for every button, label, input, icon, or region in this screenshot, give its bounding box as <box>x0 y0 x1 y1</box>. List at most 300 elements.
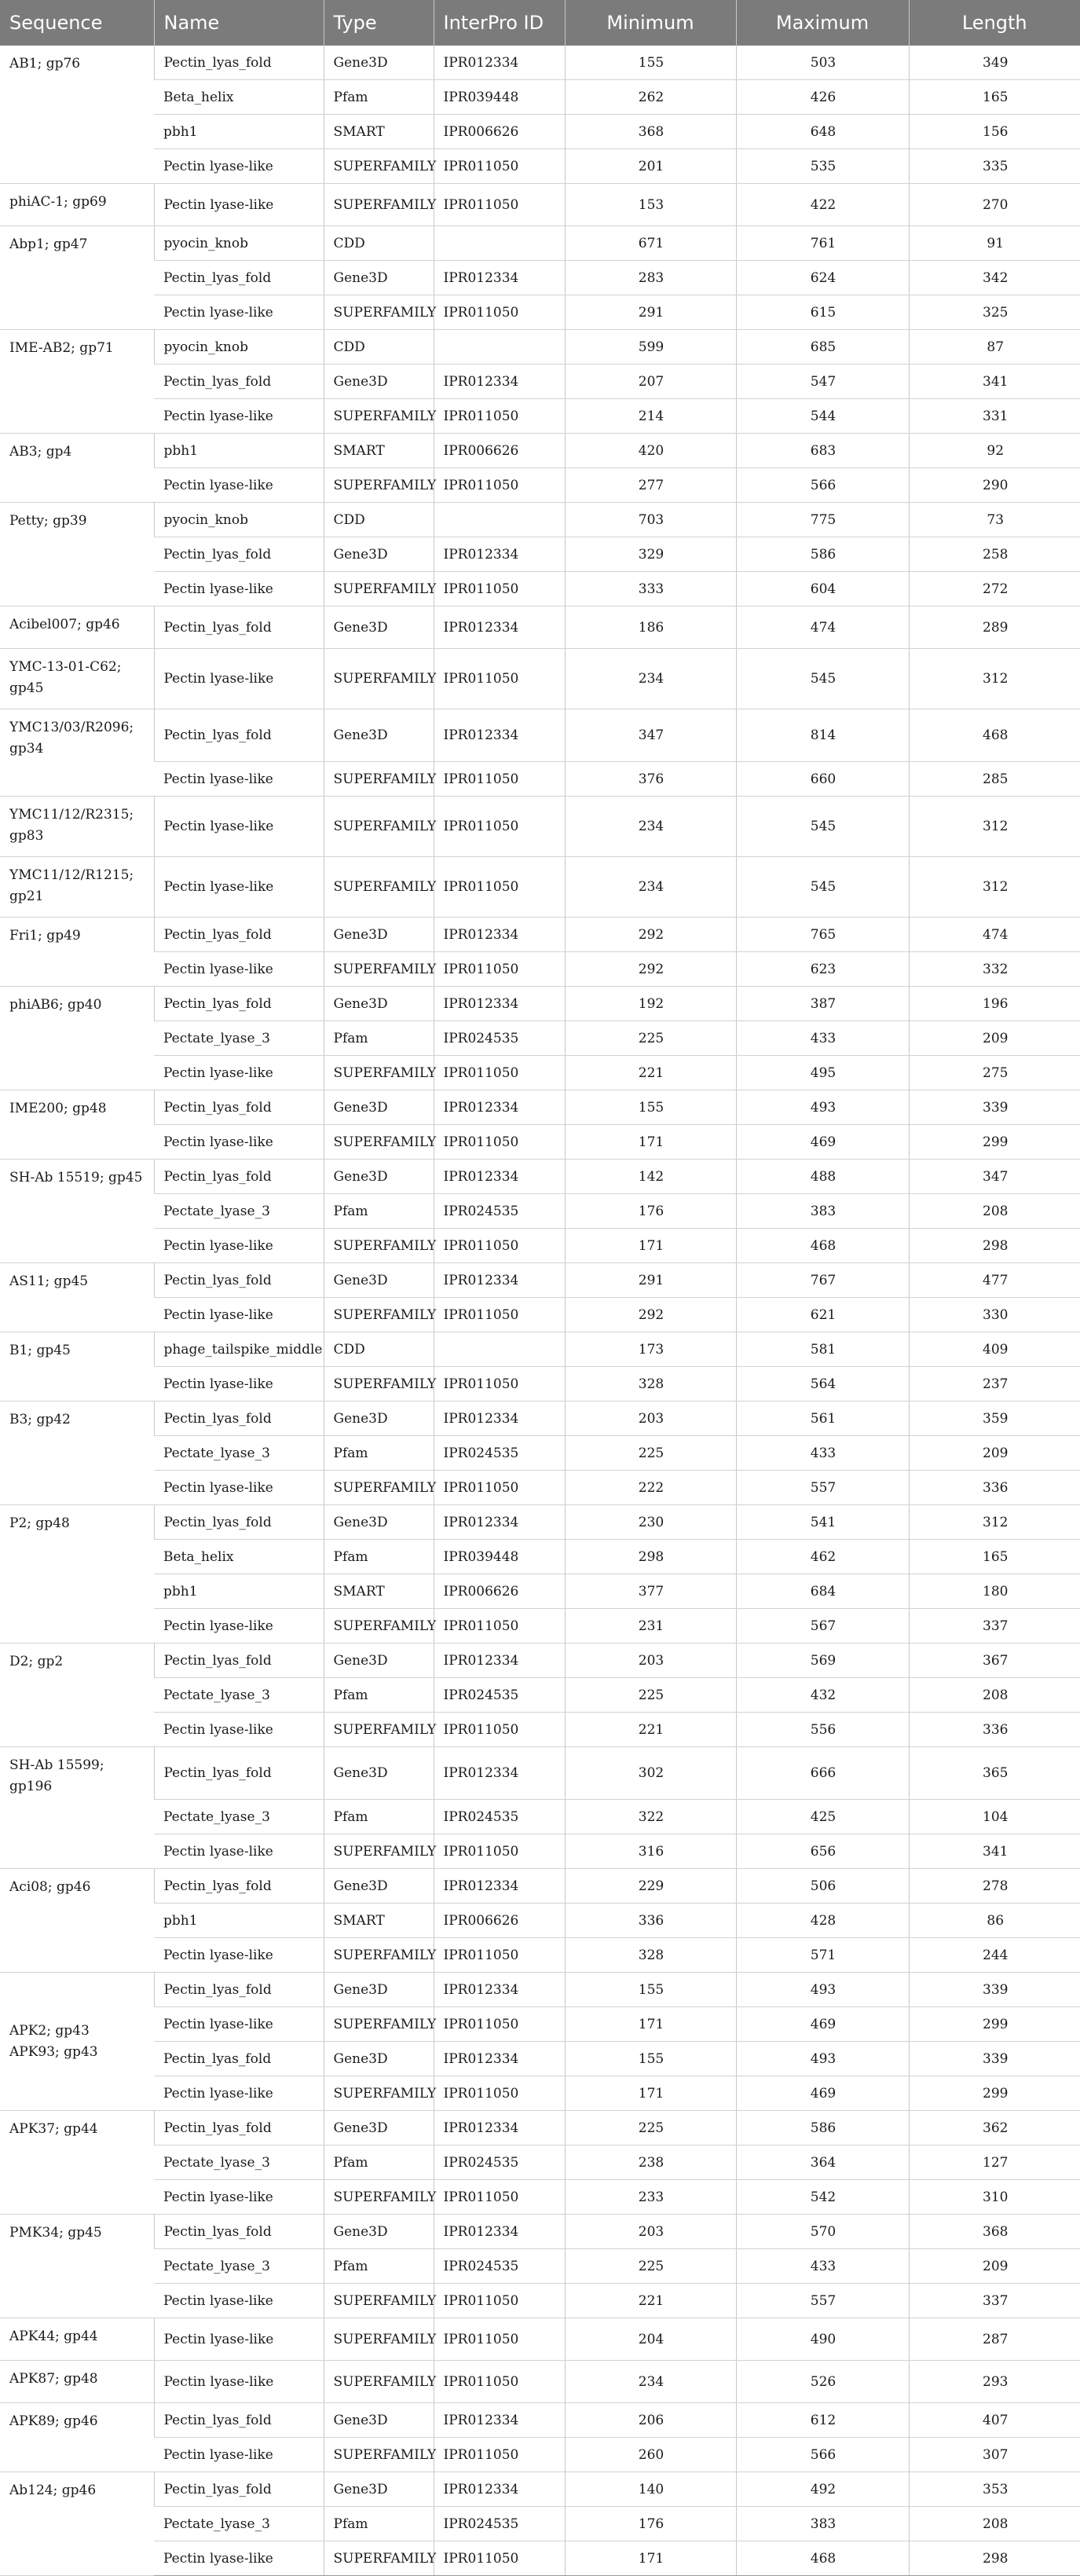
cell-interpro-id <box>434 1332 565 1367</box>
cell-minimum: 173 <box>565 1332 736 1367</box>
cell-length: 339 <box>909 1973 1080 2007</box>
cell-minimum: 233 <box>565 2180 736 2215</box>
cell-minimum: 221 <box>565 2284 736 2318</box>
cell-maximum: 547 <box>736 365 909 399</box>
cell-minimum: 155 <box>565 1090 736 1125</box>
cell-minimum: 234 <box>565 857 736 918</box>
cell-minimum: 222 <box>565 1471 736 1505</box>
table-row <box>0 2438 1080 2472</box>
cell-length: 342 <box>909 261 1080 295</box>
cell-maximum: 490 <box>736 2318 909 2361</box>
table-row <box>0 115 1080 149</box>
table-row <box>0 2507 1080 2541</box>
cell-maximum: 503 <box>736 46 909 80</box>
cell-type: Gene3D <box>324 1973 434 2007</box>
table-row <box>0 1574 1080 1609</box>
cell-minimum: 333 <box>565 572 736 606</box>
cell-type: Pfam <box>324 1194 434 1229</box>
cell-sequence: PMK34; gp45 <box>0 2215 154 2318</box>
cell-length: 339 <box>909 2042 1080 2076</box>
cell-maximum: 364 <box>736 2145 909 2180</box>
cell-maximum: 383 <box>736 2507 909 2541</box>
cell-type: SUPERFAMILY <box>324 184 434 226</box>
cell-maximum: 422 <box>736 184 909 226</box>
cell-length: 307 <box>909 2438 1080 2472</box>
cell-type: Pfam <box>324 1800 434 1834</box>
cell-maximum: 535 <box>736 149 909 184</box>
cell-interpro-id: IPR012334 <box>434 1869 565 1904</box>
table-row <box>0 2180 1080 2215</box>
cell-length: 73 <box>909 503 1080 537</box>
cell-minimum: 234 <box>565 2361 736 2403</box>
cell-maximum: 545 <box>736 857 909 918</box>
cell-type: SUPERFAMILY <box>324 1834 434 1869</box>
cell-type: SUPERFAMILY <box>324 572 434 606</box>
cell-interpro-id: IPR012334 <box>434 606 565 649</box>
table-row <box>0 1263 1080 1298</box>
cell-interpro-id: IPR011050 <box>434 762 565 797</box>
cell-length: 368 <box>909 2215 1080 2249</box>
cell-type: SUPERFAMILY <box>324 2076 434 2111</box>
cell-type: Pfam <box>324 80 434 115</box>
cell-length: 208 <box>909 2507 1080 2541</box>
cell-maximum: 586 <box>736 2111 909 2145</box>
cell-maximum: 506 <box>736 1869 909 1904</box>
table-row <box>0 1229 1080 1263</box>
cell-interpro-id: IPR011050 <box>434 1056 565 1090</box>
cell-minimum: 155 <box>565 46 736 80</box>
cell-type: Pfam <box>324 2507 434 2541</box>
cell-sequence: APK89; gp46 <box>0 2403 154 2472</box>
cell-interpro-id: IPR011050 <box>434 952 565 987</box>
cell-type: Pfam <box>324 1436 434 1471</box>
cell-interpro-id: IPR011050 <box>434 2318 565 2361</box>
cell-name: Pectin lyase-like <box>154 857 324 918</box>
cell-interpro-id: IPR011050 <box>434 572 565 606</box>
cell-minimum: 171 <box>565 2076 736 2111</box>
cell-interpro-id: IPR012334 <box>434 1160 565 1194</box>
cell-sequence: Aci08; gp46 <box>0 1869 154 1973</box>
cell-sequence: D2; gp2 <box>0 1643 154 1747</box>
cell-sequence: YMC13/03/R2096; gp34 <box>0 709 154 797</box>
cell-name: Pectin lyase-like <box>154 1298 324 1332</box>
cell-type: SMART <box>324 1904 434 1938</box>
cell-sequence: SH-Ab 15599; gp196 <box>0 1747 154 1869</box>
cell-maximum: 462 <box>736 1540 909 1574</box>
cell-type: Gene3D <box>324 606 434 649</box>
cell-name: Pectin_lyas_fold <box>154 987 324 1021</box>
table-row <box>0 1869 1080 1904</box>
cell-sequence: AS11; gp45 <box>0 1263 154 1332</box>
cell-interpro-id: IPR012334 <box>434 1090 565 1125</box>
table-row <box>0 1747 1080 1800</box>
cell-name: Pectin_lyas_fold <box>154 1973 324 2007</box>
cell-maximum: 474 <box>736 606 909 649</box>
cell-name: Pectin lyase-like <box>154 1834 324 1869</box>
cell-interpro-id: IPR024535 <box>434 1194 565 1229</box>
cell-sequence: APK37; gp44 <box>0 2111 154 2215</box>
cell-interpro-id: IPR011050 <box>434 2438 565 2472</box>
cell-minimum: 171 <box>565 1229 736 1263</box>
cell-maximum: 656 <box>736 1834 909 1869</box>
cell-sequence: IME200; gp48 <box>0 1090 154 1160</box>
cell-maximum: 761 <box>736 226 909 261</box>
cell-interpro-id: IPR024535 <box>434 2145 565 2180</box>
cell-maximum: 571 <box>736 1938 909 1973</box>
cell-name: Pectin lyase-like <box>154 1609 324 1643</box>
cell-minimum: 203 <box>565 1643 736 1678</box>
cell-type: SUPERFAMILY <box>324 149 434 184</box>
cell-length: 365 <box>909 1747 1080 1800</box>
cell-maximum: 468 <box>736 2541 909 2576</box>
cell-maximum: 492 <box>736 2472 909 2507</box>
cell-length: 474 <box>909 918 1080 952</box>
cell-type: SUPERFAMILY <box>324 2007 434 2042</box>
cell-length: 359 <box>909 1402 1080 1436</box>
cell-type: SMART <box>324 115 434 149</box>
cell-length: 468 <box>909 709 1080 762</box>
cell-name: pyocin_knob <box>154 226 324 261</box>
cell-interpro-id: IPR012334 <box>434 2111 565 2145</box>
cell-type: CDD <box>324 503 434 537</box>
cell-minimum: 203 <box>565 2215 736 2249</box>
cell-interpro-id: IPR011050 <box>434 1367 565 1402</box>
table-row <box>0 503 1080 537</box>
cell-name: Pectin_lyas_fold <box>154 2215 324 2249</box>
cell-length: 86 <box>909 1904 1080 1938</box>
table-row <box>0 2318 1080 2361</box>
cell-name: Beta_helix <box>154 1540 324 1574</box>
cell-type: SUPERFAMILY <box>324 399 434 434</box>
cell-name: Pectin lyase-like <box>154 649 324 709</box>
table-row <box>0 1471 1080 1505</box>
cell-type: Gene3D <box>324 1505 434 1540</box>
cell-minimum: 171 <box>565 1125 736 1160</box>
cell-length: 341 <box>909 1834 1080 1869</box>
cell-maximum: 544 <box>736 399 909 434</box>
table-row <box>0 1160 1080 1194</box>
cell-sequence: YMC11/12/R2315; gp83 <box>0 797 154 857</box>
cell-name: pbh1 <box>154 1574 324 1609</box>
cell-minimum: 176 <box>565 2507 736 2541</box>
cell-name: Pectin lyase-like <box>154 1056 324 1090</box>
cell-length: 310 <box>909 2180 1080 2215</box>
cell-sequence: P2; gp48 <box>0 1505 154 1643</box>
table-row <box>0 80 1080 115</box>
cell-maximum: 564 <box>736 1367 909 1402</box>
cell-minimum: 225 <box>565 2111 736 2145</box>
cell-interpro-id: IPR011050 <box>434 1609 565 1643</box>
cell-name: Beta_helix <box>154 80 324 115</box>
table-row <box>0 1505 1080 1540</box>
cell-interpro-id <box>434 330 565 365</box>
header-interpro-id: InterPro ID <box>434 0 565 46</box>
cell-interpro-id: IPR039448 <box>434 80 565 115</box>
cell-maximum: 660 <box>736 762 909 797</box>
cell-sequence: APK44; gp44 <box>0 2318 154 2361</box>
cell-type: Gene3D <box>324 537 434 572</box>
table-row <box>0 46 1080 80</box>
cell-interpro-id: IPR012334 <box>434 2472 565 2507</box>
cell-type: SUPERFAMILY <box>324 2284 434 2318</box>
table-row <box>0 1973 1080 2007</box>
table-row <box>0 1194 1080 1229</box>
table-row <box>0 606 1080 649</box>
cell-interpro-id: IPR012334 <box>434 261 565 295</box>
table-row <box>0 1056 1080 1090</box>
cell-type: SUPERFAMILY <box>324 1367 434 1402</box>
cell-type: Gene3D <box>324 918 434 952</box>
cell-minimum: 329 <box>565 537 736 572</box>
cell-minimum: 298 <box>565 1540 736 1574</box>
table-row <box>0 2403 1080 2438</box>
cell-interpro-id: IPR011050 <box>434 2284 565 2318</box>
cell-minimum: 221 <box>565 1056 736 1090</box>
cell-type: SUPERFAMILY <box>324 1471 434 1505</box>
cell-interpro-id: IPR011050 <box>434 399 565 434</box>
cell-type: Gene3D <box>324 1747 434 1800</box>
cell-maximum: 586 <box>736 537 909 572</box>
cell-name: Pectin_lyas_fold <box>154 1505 324 1540</box>
cell-minimum: 155 <box>565 2042 736 2076</box>
cell-name: Pectate_lyase_3 <box>154 1194 324 1229</box>
cell-name: Pectate_lyase_3 <box>154 2249 324 2284</box>
cell-maximum: 541 <box>736 1505 909 1540</box>
table-row <box>0 330 1080 365</box>
cell-minimum: 262 <box>565 80 736 115</box>
cell-length: 293 <box>909 2361 1080 2403</box>
cell-interpro-id: IPR011050 <box>434 1938 565 1973</box>
cell-name: pbh1 <box>154 1904 324 1938</box>
cell-length: 285 <box>909 762 1080 797</box>
cell-minimum: 231 <box>565 1609 736 1643</box>
cell-maximum: 566 <box>736 2438 909 2472</box>
cell-type: Gene3D <box>324 987 434 1021</box>
cell-maximum: 387 <box>736 987 909 1021</box>
cell-maximum: 684 <box>736 1574 909 1609</box>
cell-interpro-id: IPR006626 <box>434 434 565 468</box>
cell-maximum: 621 <box>736 1298 909 1332</box>
cell-interpro-id <box>434 226 565 261</box>
table-row <box>0 1904 1080 1938</box>
cell-minimum: 186 <box>565 606 736 649</box>
table-row <box>0 1367 1080 1402</box>
cell-type: CDD <box>324 330 434 365</box>
cell-name: pbh1 <box>154 434 324 468</box>
table-row <box>0 2541 1080 2576</box>
table-row <box>0 1713 1080 1747</box>
cell-length: 278 <box>909 1869 1080 1904</box>
table-row <box>0 2111 1080 2145</box>
table-row <box>0 226 1080 261</box>
cell-maximum: 814 <box>736 709 909 762</box>
cell-maximum: 569 <box>736 1643 909 1678</box>
cell-length: 312 <box>909 857 1080 918</box>
cell-length: 165 <box>909 80 1080 115</box>
cell-interpro-id: IPR011050 <box>434 649 565 709</box>
table-row <box>0 2145 1080 2180</box>
cell-type: SUPERFAMILY <box>324 2361 434 2403</box>
cell-minimum: 234 <box>565 797 736 857</box>
cell-maximum: 624 <box>736 261 909 295</box>
cell-maximum: 683 <box>736 434 909 468</box>
cell-type: Gene3D <box>324 261 434 295</box>
cell-name: Pectin lyase-like <box>154 952 324 987</box>
cell-type: Gene3D <box>324 1402 434 1436</box>
cell-type: SUPERFAMILY <box>324 952 434 987</box>
cell-type: Gene3D <box>324 1090 434 1125</box>
cell-type: SUPERFAMILY <box>324 2438 434 2472</box>
table-row <box>0 1402 1080 1436</box>
cell-maximum: 556 <box>736 1713 909 1747</box>
cell-maximum: 612 <box>736 2403 909 2438</box>
cell-name: Pectin lyase-like <box>154 399 324 434</box>
header-type: Type <box>324 0 434 46</box>
cell-type: Pfam <box>324 1540 434 1574</box>
cell-minimum: 599 <box>565 330 736 365</box>
cell-maximum: 561 <box>736 1402 909 1436</box>
cell-interpro-id: IPR006626 <box>434 1574 565 1609</box>
table-row <box>0 295 1080 330</box>
cell-interpro-id: IPR011050 <box>434 2541 565 2576</box>
cell-sequence: phiAC-1; gp69 <box>0 184 154 226</box>
table-row <box>0 918 1080 952</box>
table-row <box>0 2215 1080 2249</box>
cell-interpro-id: IPR024535 <box>434 1678 565 1713</box>
cell-name: Pectin_lyas_fold <box>154 1160 324 1194</box>
cell-interpro-id: IPR012334 <box>434 1402 565 1436</box>
cell-minimum: 347 <box>565 709 736 762</box>
cell-maximum: 433 <box>736 1021 909 1056</box>
cell-maximum: 775 <box>736 503 909 537</box>
cell-length: 336 <box>909 1713 1080 1747</box>
cell-type: SUPERFAMILY <box>324 295 434 330</box>
table-row <box>0 1643 1080 1678</box>
cell-length: 312 <box>909 649 1080 709</box>
table-row <box>0 1938 1080 1973</box>
cell-length: 407 <box>909 2403 1080 2438</box>
cell-length: 180 <box>909 1574 1080 1609</box>
cell-name: Pectin lyase-like <box>154 184 324 226</box>
table-row <box>0 434 1080 468</box>
cell-length: 367 <box>909 1643 1080 1678</box>
cell-interpro-id: IPR024535 <box>434 1021 565 1056</box>
table-header <box>0 0 1080 46</box>
cell-type: Gene3D <box>324 2215 434 2249</box>
cell-name: Pectin lyase-like <box>154 295 324 330</box>
cell-type: Pfam <box>324 1678 434 1713</box>
cell-interpro-id: IPR012334 <box>434 1643 565 1678</box>
cell-interpro-id: IPR024535 <box>434 1800 565 1834</box>
cell-name: Pectin_lyas_fold <box>154 1869 324 1904</box>
cell-sequence: phiAB6; gp40 <box>0 987 154 1090</box>
cell-minimum: 225 <box>565 1678 736 1713</box>
cell-maximum: 428 <box>736 1904 909 1938</box>
cell-interpro-id: IPR012334 <box>434 1505 565 1540</box>
cell-name: Pectin lyase-like <box>154 2318 324 2361</box>
cell-minimum: 328 <box>565 1938 736 1973</box>
cell-name: Pectate_lyase_3 <box>154 1436 324 1471</box>
cell-length: 208 <box>909 1678 1080 1713</box>
cell-minimum: 142 <box>565 1160 736 1194</box>
cell-type: SMART <box>324 1574 434 1609</box>
table-row <box>0 537 1080 572</box>
cell-minimum: 302 <box>565 1747 736 1800</box>
cell-maximum: 383 <box>736 1194 909 1229</box>
cell-name: Pectate_lyase_3 <box>154 2145 324 2180</box>
cell-name: Pectin lyase-like <box>154 468 324 503</box>
cell-sequence: APK2; gp43 APK93; gp43 <box>0 1973 154 2111</box>
cell-sequence: Petty; gp39 <box>0 503 154 606</box>
cell-length: 325 <box>909 295 1080 330</box>
cell-length: 196 <box>909 987 1080 1021</box>
cell-length: 165 <box>909 1540 1080 1574</box>
cell-type: Gene3D <box>324 1263 434 1298</box>
cell-length: 341 <box>909 365 1080 399</box>
cell-name: Pectin_lyas_fold <box>154 2403 324 2438</box>
cell-type: Gene3D <box>324 46 434 80</box>
cell-sequence: Fri1; gp49 <box>0 918 154 987</box>
table-row <box>0 797 1080 857</box>
cell-length: 209 <box>909 1021 1080 1056</box>
cell-type: SUPERFAMILY <box>324 649 434 709</box>
cell-name: Pectin lyase-like <box>154 2438 324 2472</box>
header-name: Name <box>154 0 324 46</box>
cell-type: SUPERFAMILY <box>324 857 434 918</box>
cell-length: 87 <box>909 330 1080 365</box>
cell-length: 477 <box>909 1263 1080 1298</box>
cell-type: Pfam <box>324 2145 434 2180</box>
cell-interpro-id: IPR011050 <box>434 797 565 857</box>
cell-name: Pectin_lyas_fold <box>154 365 324 399</box>
cell-type: Gene3D <box>324 1869 434 1904</box>
cell-interpro-id: IPR006626 <box>434 115 565 149</box>
cell-name: Pectin_lyas_fold <box>154 261 324 295</box>
cell-name: Pectin lyase-like <box>154 2284 324 2318</box>
cell-length: 349 <box>909 46 1080 80</box>
cell-minimum: 221 <box>565 1713 736 1747</box>
cell-minimum: 176 <box>565 1194 736 1229</box>
cell-name: pyocin_knob <box>154 503 324 537</box>
cell-minimum: 171 <box>565 2007 736 2042</box>
table-row <box>0 649 1080 709</box>
cell-length: 337 <box>909 2284 1080 2318</box>
cell-length: 272 <box>909 572 1080 606</box>
cell-minimum: 230 <box>565 1505 736 1540</box>
cell-interpro-id: IPR011050 <box>434 2180 565 2215</box>
cell-minimum: 140 <box>565 2472 736 2507</box>
table-row <box>0 1678 1080 1713</box>
cell-sequence: B3; gp42 <box>0 1402 154 1505</box>
cell-type: SUPERFAMILY <box>324 2318 434 2361</box>
cell-maximum: 468 <box>736 1229 909 1263</box>
cell-maximum: 557 <box>736 1471 909 1505</box>
cell-type: Gene3D <box>324 2472 434 2507</box>
cell-interpro-id: IPR012334 <box>434 709 565 762</box>
table-row <box>0 1090 1080 1125</box>
cell-name: Pectin lyase-like <box>154 149 324 184</box>
cell-minimum: 260 <box>565 2438 736 2472</box>
cell-interpro-id <box>434 503 565 537</box>
cell-minimum: 225 <box>565 1436 736 1471</box>
cell-type: SUPERFAMILY <box>324 1938 434 1973</box>
cell-maximum: 623 <box>736 952 909 987</box>
cell-maximum: 542 <box>736 2180 909 2215</box>
cell-interpro-id: IPR011050 <box>434 1298 565 1332</box>
cell-minimum: 377 <box>565 1574 736 1609</box>
table-row <box>0 1298 1080 1332</box>
cell-maximum: 545 <box>736 797 909 857</box>
